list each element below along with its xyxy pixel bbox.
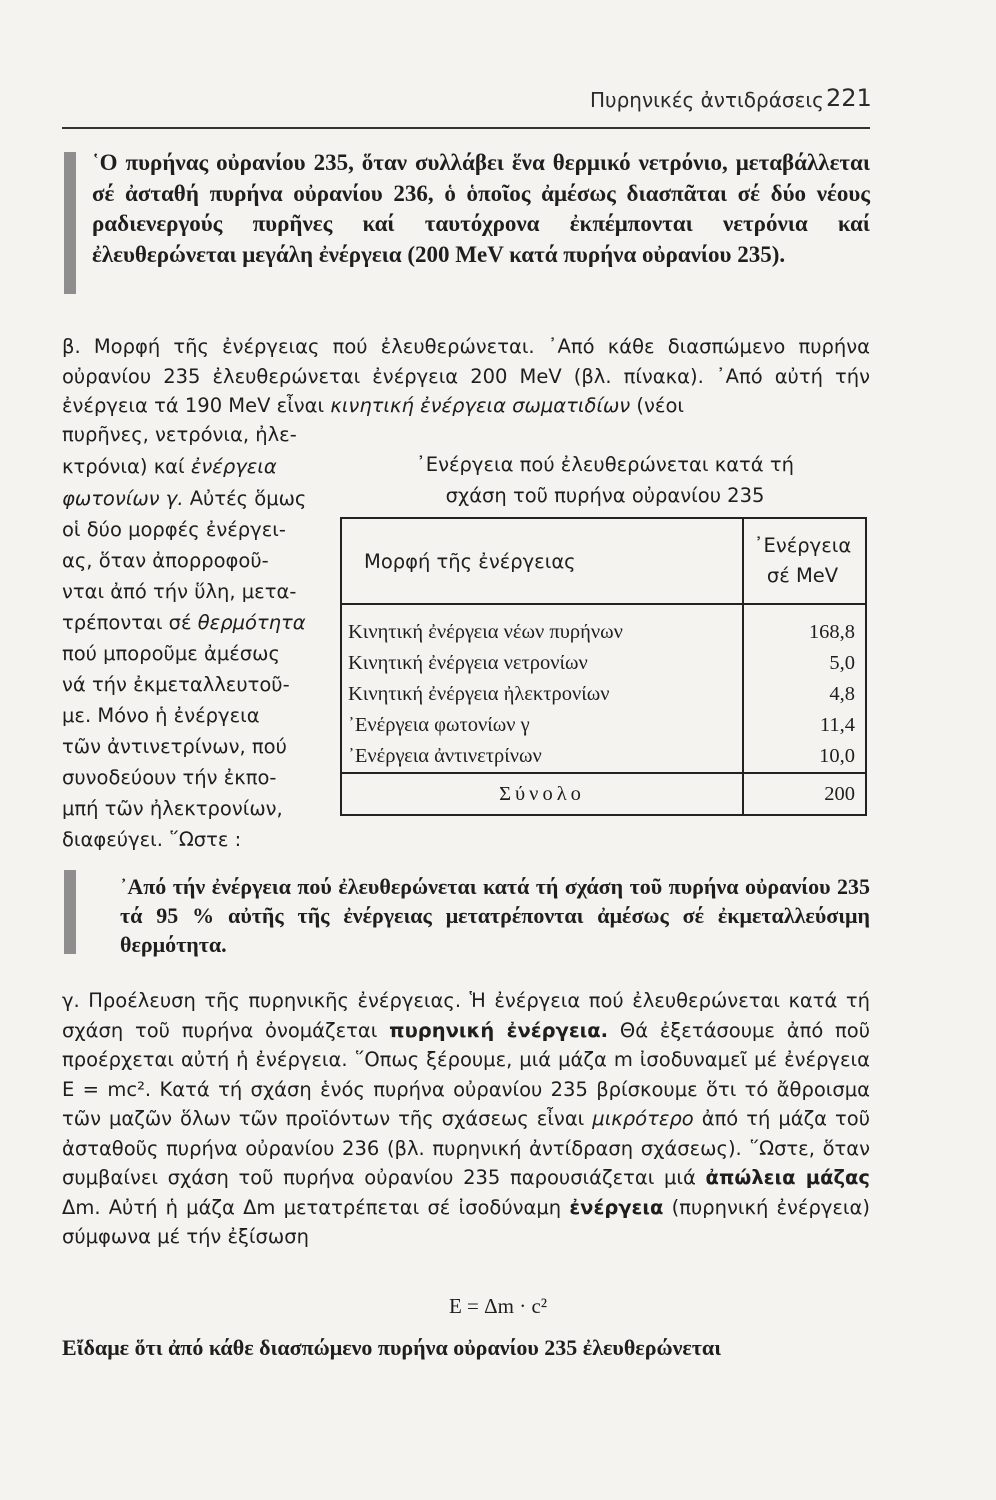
row-value: 10,0: [743, 741, 866, 773]
mass-energy-formula: E = Δm · c²: [448, 1294, 548, 1318]
section-b-text: β. Μορφή τῆς ἐνέργειας πού ἐλευθερώνεται. ᾿Από κάθε διασπώμενο πυρήνα οὐρανίου 235 ἐλευθερώνεται ἐνέργεια 200 MeV (βλ. πίνακα). ᾿Από αὐτή τήν ἐνέργεια τά 190 MeV εἶναι: [62, 335, 870, 417]
section-b-paragraph: [62, 332, 870, 421]
side-line-10: με. Μόνο ἡ ἐνέργεια: [62, 704, 260, 727]
side-line-2-text: κτρόνια) καί: [62, 455, 185, 478]
table-row: [341, 679, 866, 710]
side-line-1: πυρῆνες, νετρόνια, ἠλε-: [62, 423, 297, 446]
side-line-12: συνοδεύουν τήν ἐκπο-: [62, 766, 277, 789]
table-header-row: [341, 518, 866, 604]
closing-line: Εἴδαμε ὅτι ἀπό κάθε διασπώμενο πυρήνα οὐρανίου 235 ἐλευθερώνεται: [62, 1335, 722, 1360]
highlight-bar-2: [64, 870, 76, 954]
side-line-2-italic: ἐνέργεια: [190, 455, 277, 478]
table-caption-line-1: ᾿Ενέργεια πού ἐλευθερώνεται κατά τή: [416, 453, 794, 476]
table-row: [341, 710, 866, 741]
section-b-text-end: (νέοι: [636, 394, 684, 417]
section-c-text-1: γ. Προέλευση τῆς πυρηνικῆς ἐνέργειας. Ἡ ἐνέργεια πού ἐλευθερώνεται κατά τή σχάση τοῦ πυρήνα ὀνομάζεται: [62, 989, 870, 1042]
key-statement-2: ᾿Από τήν ἐνέργεια πού ἐλευθερώνεται κατά τή σχάση τοῦ πυρήνα οὐρανίου 235 τά 95 % αὐτῆς τῆς ἐνέργειας μετατρέπονται ἀμέσως σέ ἐκμεταλλεύσιμη θερμότητα.: [120, 874, 870, 957]
side-line-9: νά τήν ἐκμεταλλευτοῦ-: [62, 673, 290, 696]
header-rule: [62, 127, 870, 129]
side-line-14: διαφεύγει. ῞Ωστε :: [62, 828, 242, 851]
section-c-text-5: (πυρηνική ἐνέργεια) σύμφωνα μέ τήν ἐξίσωση: [62, 1195, 870, 1248]
side-line-6: νται ἀπό τήν ὕλη, μετα-: [62, 580, 297, 603]
section-c-text-3: ἀπό τή μάζα τοῦ ἀσταθοῦς πυρήνα οὐρανίου 236 (βλ. πυρηνική ἀντίδραση σχάσεως). ῞Ωστε, ὅταν συμβαίνει σχάση τοῦ πυρήνα οὐρανίου 235 παρουσιάζεται μιά: [62, 1107, 870, 1189]
total-label: Σύνολο: [341, 773, 743, 815]
column-header-value-line-2: σέ MeV: [766, 564, 839, 587]
side-line-7-text: τρέπονται σέ: [62, 611, 192, 634]
side-line-2: [62, 455, 277, 478]
section-c-text-4: Δm. Αὐτή ἡ μάζα Δm μετατρέπεται σέ ἰσοδύναμη: [62, 1195, 562, 1219]
side-line-3-italic: φωτονίων γ.: [62, 487, 184, 510]
running-header-title: Πυρηνικές ἀντιδράσεις: [590, 88, 824, 112]
page-number: 221: [826, 84, 872, 112]
table-row: [341, 648, 866, 679]
table-total-row: [341, 773, 866, 815]
row-value: 4,8: [743, 679, 866, 710]
section-c-text-2: Θά ἐξετάσουμε ἀπό ποῦ προέρχεται αὐτή ἡ ἐνέργεια. ῞Οπως ξέρουμε, μιά μάζα m ἰσοδυναμεῖ μέ ἐνέργεια E = mc². Κατά τή σχάση ἑνός πυρήνα οὐρανίου 235 βρίσκουμε ὅτι τό ἄθροισμα τῶν μαζῶν ὅλων τῶν προϊόντων τῆς σχάσεως εἶναι: [62, 1018, 870, 1130]
highlight-bar-1: [64, 152, 76, 294]
row-value: 5,0: [743, 648, 866, 679]
row-form: ᾿Ενέργεια φωτονίων γ: [341, 710, 743, 741]
section-b-italic: κινητική ἐνέργεια σωματιδίων: [330, 394, 631, 417]
section-c-bold-3: ἐνέργεια: [569, 1195, 664, 1219]
row-form: Κινητική ἐνέργεια ἠλεκτρονίων: [341, 679, 743, 710]
section-c-paragraph: [62, 986, 870, 1252]
key-statement-1: ῾Ο πυρήνας οὐρανίου 235, ὅταν συλλάβει ἕνα θερμικό νετρόνιο, μεταβάλλεται σέ ἀσταθή πυρήνα οὐρανίου 236, ὁ ὁποῖος ἀμέσως διασπᾶται σέ δύο νέους ραδιενεργούς πυρῆνες καί ταυτόχρονα ἐκπέμπονται νετρόνια καί ἐλευθερώνεται μεγάλη ἐνέργεια (200 MeV κατά πυρήνα οὐρανίου 235).: [92, 150, 870, 267]
total-value: 200: [743, 773, 866, 815]
side-line-3-text: Αὐτές ὅμως: [189, 487, 307, 510]
table-row: [341, 741, 866, 773]
section-c-bold-1: πυρηνική ἐνέργεια.: [389, 1018, 609, 1042]
column-header-value-line-1: ᾿Ενέργεια: [753, 534, 852, 557]
section-c-bold-2: ἀπώλεια μάζας: [705, 1166, 870, 1189]
side-line-11: τῶν ἀντινετρίνων, πού: [62, 735, 287, 758]
side-line-13: μπή τῶν ἠλεκτρονίων,: [62, 797, 283, 820]
row-form: Κινητική ἐνέργεια νετρονίων: [341, 648, 743, 679]
section-c-italic-1: μικρότερο: [592, 1107, 694, 1130]
row-value: 11,4: [743, 710, 866, 741]
energy-table: [340, 517, 867, 816]
row-form: Κινητική ἐνέργεια νέων πυρήνων: [341, 604, 743, 648]
row-value: 168,8: [743, 604, 866, 648]
table-caption-line-2: σχάση τοῦ πυρήνα οὐρανίου 235: [445, 484, 765, 507]
side-line-7-italic: θερμότητα: [197, 611, 306, 634]
side-line-8: πού μποροῦμε ἀμέσως: [62, 642, 280, 665]
column-header-form: Μορφή τῆς ἐνέργειας: [341, 518, 743, 604]
side-line-4: οἱ δύο μορφές ἐνέργει-: [62, 518, 286, 541]
table-row: [341, 604, 866, 648]
row-form: ᾿Ενέργεια ἀντινετρίνων: [341, 741, 743, 773]
side-line-5: ας, ὅταν ἀπορροφοῦ-: [62, 549, 269, 572]
column-header-value: [743, 518, 866, 604]
side-line-3: [62, 487, 306, 510]
side-line-7: [62, 611, 306, 634]
